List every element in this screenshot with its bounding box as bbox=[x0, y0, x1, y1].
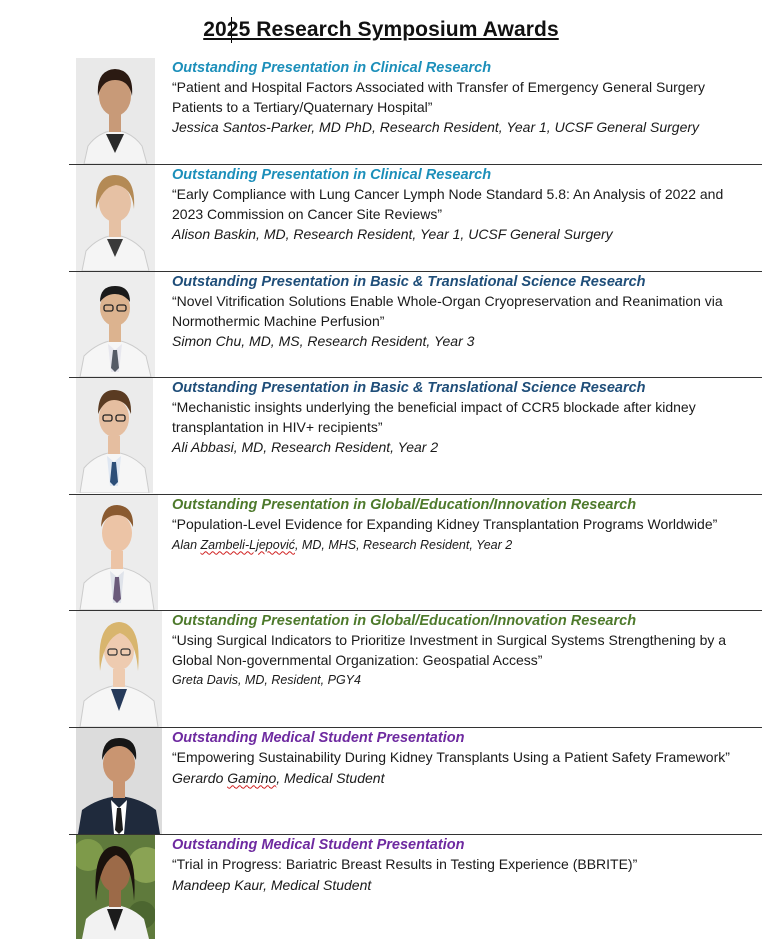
author-surname-spellcheck: Zambeli-Ljepović bbox=[200, 537, 295, 552]
paper-title: “Mechanistic insights underlying the beneficial impact of CCR5 blockade after kidney transplantation in HIV+ recipients” bbox=[172, 399, 696, 435]
award-category: Outstanding Medical Student Presentation bbox=[172, 730, 465, 746]
author-first-name: Gerardo bbox=[172, 769, 228, 786]
headshot-photo bbox=[76, 495, 158, 610]
headshot-photo bbox=[76, 58, 155, 164]
paper-title: “Patient and Hospital Factors Associated with Transfer of Emergency General Surgery Patients to a Tertiary/Quaternary Hospital” bbox=[172, 79, 706, 115]
author-line bbox=[172, 535, 756, 555]
award-category: Outstanding Presentation in Clinical Research bbox=[172, 167, 492, 183]
author-line: Mandeep Kaur, Medical Student bbox=[172, 876, 372, 893]
award-category: Outstanding Medical Student Presentation bbox=[172, 837, 465, 853]
author-line: Simon Chu, MD, MS, Research Resident, Year 3 bbox=[172, 333, 475, 349]
author-line: Jessica Santos-Parker, MD PhD, Research Resident, Year 1, UCSF General Surgery bbox=[172, 119, 700, 135]
headshot-photo bbox=[76, 378, 153, 493]
award-category: Outstanding Presentation in Basic & Translational Science Research bbox=[172, 274, 646, 290]
headshot-photo bbox=[76, 165, 155, 271]
award-category: Outstanding Presentation in Global/Education/Innovation Research bbox=[172, 497, 637, 513]
paper-title: “Novel Vitrification Solutions Enable Whole-Organ Cryopreservation and Reanimation via Normothermic Machine Perfusion” bbox=[172, 293, 723, 329]
paper-title: “Empowering Sustainability During Kidney Transplants Using a Patient Safety Framework” bbox=[172, 749, 730, 765]
paper-title: “Using Surgical Indicators to Prioritize Investment in Surgical Systems Strengthening by a Global Non-governmental Organization: Geospatial Access” bbox=[172, 632, 727, 668]
headshot-photo bbox=[76, 728, 162, 834]
paper-title: “Population-Level Evidence for Expanding Kidney Transplantation Programs Worldwide” bbox=[172, 516, 718, 532]
award-category: Outstanding Presentation in Global/Education/Innovation Research bbox=[172, 613, 637, 629]
award-category: Outstanding Presentation in Clinical Research bbox=[172, 60, 492, 76]
author-line: Alison Baskin, MD, Research Resident, Year 1, UCSF General Surgery bbox=[172, 226, 613, 242]
paper-title: “Trial in Progress: Bariatric Breast Results in Testing Experience (BBRITE)” bbox=[172, 856, 638, 872]
author-line: Ali Abbasi, MD, Research Resident, Year 2 bbox=[172, 439, 439, 455]
award-category: Outstanding Presentation in Basic & Translational Science Research bbox=[172, 380, 646, 396]
author-credentials: , MD, MHS, Research Resident, Year 2 bbox=[294, 537, 513, 552]
page-title: 2025 Research Symposium Awards bbox=[203, 18, 559, 41]
author-credentials: , Medical Student bbox=[276, 769, 385, 786]
author-line: Greta Davis, MD, Resident, PGY4 bbox=[172, 673, 361, 687]
paper-title: “Early Compliance with Lung Cancer Lymph Node Standard 5.8: An Analysis of 2022 and 2023 Commission on Cancer Site Reviews” bbox=[172, 186, 724, 222]
author-line bbox=[172, 768, 756, 788]
headshot-photo bbox=[76, 611, 162, 727]
author-surname-spellcheck: Gamino bbox=[227, 769, 277, 786]
headshot-photo bbox=[76, 272, 155, 377]
author-first-name: Alan bbox=[172, 537, 201, 552]
headshot-photo bbox=[76, 835, 155, 939]
